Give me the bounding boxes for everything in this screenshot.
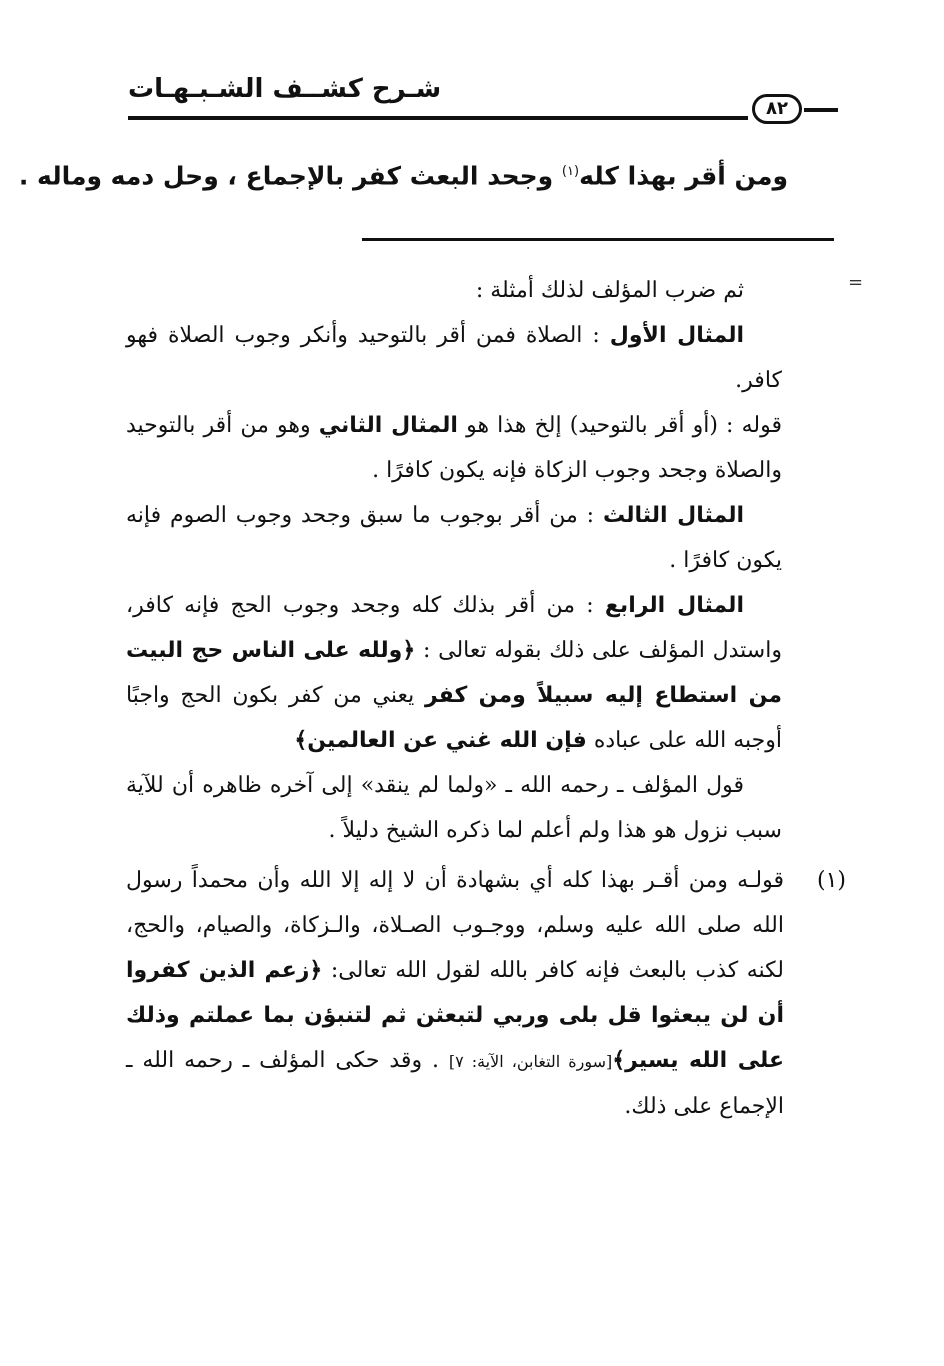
header-rule bbox=[128, 116, 748, 120]
running-title: شـرح كشــف الشـبـهـات bbox=[128, 74, 442, 104]
example-4-text-a: : من أقر بذلك كله وجحد وجوب الحج فإنه كافر، واستدل المؤلف على ذلك بقوله تعالى : bbox=[126, 593, 782, 663]
main-text-part1: ومن أقر بهذا كله bbox=[579, 161, 788, 191]
commentary-intro: ثم ضرب المؤلف لذلك أمثلة : bbox=[475, 278, 744, 303]
example-2 bbox=[126, 403, 782, 493]
footnote-ref: (١) bbox=[561, 164, 580, 179]
example-4-verse-1: ﴿ولله على الناس حج البيت من استطاع إليه سبيلاً ومن كفر bbox=[126, 638, 782, 708]
example-4-text-b: يعني من كفر بكون الحج واجبًا أوجبه الله على عباده bbox=[126, 683, 782, 753]
footnote bbox=[126, 858, 846, 1129]
main-text-part2: وجحد البعث كفر بالإجماع ، وحل دمه وماله . bbox=[18, 161, 562, 191]
footnote-text-b: . وقد حكى المؤلف ـ رحمه الله ـ الإجماع على ذلك. bbox=[126, 1048, 784, 1119]
footnote-text-a: قولـه ومن أقـر بهذا كله أي بشهادة أن لا إله إلا الله وأن محمداً رسول الله صلى الله عليه وسلم، ووجـوب الصـلاة، والـزكاة، والصيام، والحج، لكنه كذب بالبعث فإنه كافر بالله لقول الله تعالى: bbox=[126, 868, 784, 983]
example-3 bbox=[126, 493, 782, 583]
separator-rule bbox=[362, 238, 834, 241]
main-text bbox=[18, 150, 788, 198]
example-3-text: : من أقر بوجوب ما سبق وجحد وجوب الصوم فإنه يكون كافرًا . bbox=[126, 503, 782, 573]
footnote-number: (١) bbox=[816, 868, 846, 893]
author-quote-note: قول المؤلف ـ رحمه الله ـ «ولما لم ينقد» إلى آخره ظاهره أن للآية سبب نزول هو هذا ولم أعلم لما ذكره الشيخ دليلاً . bbox=[126, 773, 782, 843]
footnote-verse: ﴿زعم الذين كفروا أن لن يبعثوا قل بلى وربي لتبعثن ثم لتنبؤن بما عملتم وذلك على الله يسير﴾ bbox=[126, 958, 784, 1073]
example-4-label: المثال الرابع bbox=[604, 593, 744, 618]
commentary bbox=[126, 268, 782, 853]
page-header bbox=[128, 70, 838, 130]
example-2-text-a: قوله : (أو أقر بالتوحيد) إلخ هذا هو bbox=[466, 413, 782, 438]
footnote-body bbox=[126, 858, 784, 1129]
footnote-citation: [سورة التغابن، الآية: ٧] bbox=[448, 1052, 613, 1071]
example-1 bbox=[126, 313, 782, 403]
example-4 bbox=[126, 583, 782, 763]
example-2-text-b: وهو من أقر بالتوحيد والصلاة وجحد وجوب الزكاة فإنه يكون كافرًا . bbox=[126, 413, 782, 483]
example-4-verse-2: فإن الله غني عن العالمين﴾ bbox=[294, 728, 587, 753]
page-number: ٨٢ bbox=[752, 94, 802, 124]
example-1-text: : الصلاة فمن أقر بالتوحيد وأنكر وجوب الصلاة فهو كافر. bbox=[126, 323, 782, 393]
example-1-label: المثال الأول bbox=[609, 323, 744, 348]
header-rule-right bbox=[804, 108, 838, 112]
margin-mark: = bbox=[848, 272, 864, 293]
example-2-label: المثال الثاني bbox=[318, 413, 458, 438]
example-3-label: المثال الثالث bbox=[602, 503, 744, 528]
